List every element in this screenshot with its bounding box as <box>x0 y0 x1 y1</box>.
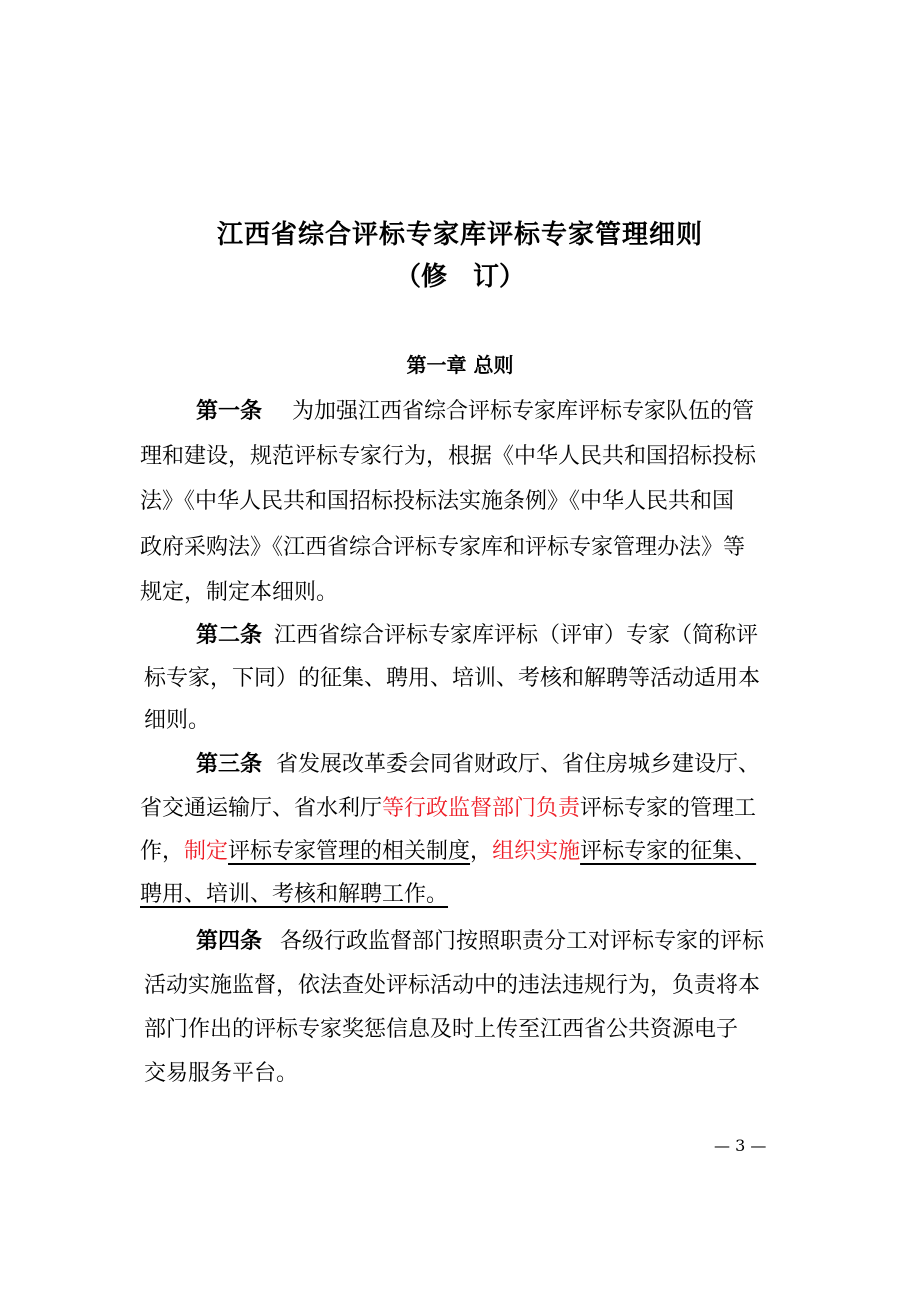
article-3-line-4 <box>140 880 448 910</box>
red-revision-text: 组织实施 <box>492 839 581 864</box>
underlined-revision-text: 评标专家管理的相关制度 <box>228 839 471 864</box>
article-2-line-2: 标专家，下同）的征集、聘用、培训、考核和解聘等活动适用本 <box>144 666 761 691</box>
subtitle-right: 订） <box>473 262 526 292</box>
article-2-line-3: 细则。 <box>144 708 211 733</box>
article-1-line-5: 规定，制定本细则。 <box>140 580 339 605</box>
document-subtitle <box>0 262 920 292</box>
article-1-line-4: 政府采购法》《江西省综合评标专家库和评标专家管理办法》等 <box>140 535 746 560</box>
article-4-line-3: 部门作出的评标专家奖惩信息及时上传至江西省公共资源电子 <box>144 1017 739 1042</box>
document-title: 江西省综合评标专家库评标专家管理细则 <box>216 220 703 250</box>
article-3-label: 第三条 <box>196 752 263 777</box>
article-1-label: 第一条 <box>196 399 263 424</box>
subtitle-left: （修 <box>394 262 447 292</box>
article-4-line-1: 第四条 各级行政监督部门按照职责分工对评标专家的评标 <box>196 929 765 954</box>
article-4-line-4: 交易服务平台。 <box>144 1061 299 1086</box>
underlined-revision-text: 聘用、培训、考核和解聘工作。 <box>140 882 449 907</box>
red-revision-text: 等行政监督部门负责 <box>382 796 581 821</box>
article-3-line-3: 作，制定评标专家管理的相关制度，组织实施评标专家的征集、 <box>140 839 757 864</box>
article-4-line-2: 活动实施监督，依法查处评标活动中的违法违规行为，负责将本 <box>144 973 761 998</box>
article-3-line-2: 省交通运输厅、省水利厅等行政监督部门负责评标专家的管理工 <box>140 796 757 821</box>
article-3-line-1: 第三条 省发展改革委会同省财政厅、省住房城乡建设厅、 <box>196 752 761 777</box>
article-2-line-1: 第二条 江西省综合评标专家库评标（评审）专家（简称评 <box>196 623 759 648</box>
article-2-label: 第二条 <box>196 623 263 648</box>
underlined-revision-text: 评标专家的征集、 <box>580 839 757 864</box>
red-revision-text: 制定 <box>184 839 229 864</box>
article-1-line-2: 理和建设，规范评标专家行为，根据《中华人民共和国招标投标 <box>140 444 757 469</box>
article-1-line-3: 法》《中华人民共和国招标投标法实施条例》《中华人民共和国 <box>140 489 735 514</box>
article-4-label: 第四条 <box>196 929 263 954</box>
chapter-heading: 第一章 总则 <box>406 353 514 377</box>
page-number: — 3 — <box>714 1136 767 1155</box>
article-1-line-1: 第一条 为加强江西省综合评标专家库评标专家队伍的管 <box>196 399 755 424</box>
